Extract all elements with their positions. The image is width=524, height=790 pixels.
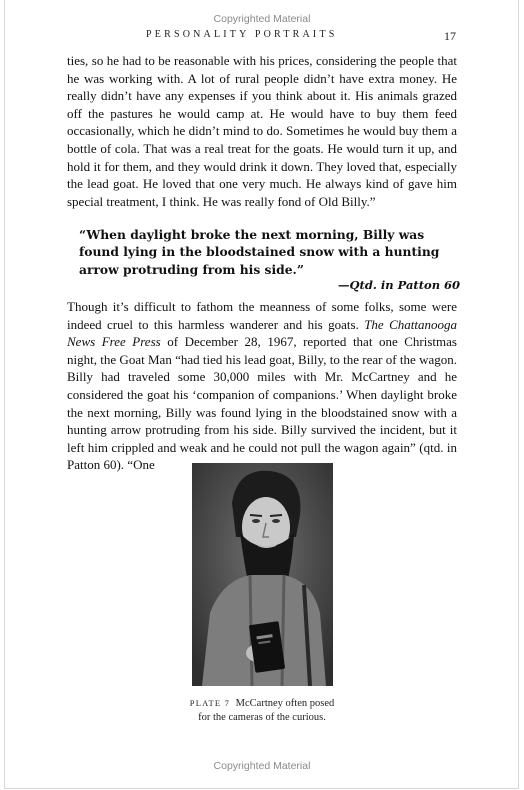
paragraph-2-text	[67, 298, 457, 474]
newspaper-title: The Chattanooga News Free Press	[67, 316, 457, 350]
watermark-bottom: Copyrighted Material	[213, 760, 311, 772]
figure-caption-line-1	[0, 697, 524, 711]
figure-caption-line-2: for the cameras of the curious.	[198, 712, 326, 723]
body-paragraph-2	[67, 298, 457, 474]
paragraph-2-part-b: of December 28, 1967, reported that one Christmas night, the Goat Man “had tied his lead goat, Billy, to the rear of the wagon. Billy had traveled some 30,000 miles with Mr. McCartney and he considered the goat his ‘companion of companions.’ When daylight broke the next morning, Billy was found lying in the bloodstained snow with a hunting arrow protruding from his side. Billy survived the incident, but it left him crippled and weak and he could not pull the wagon again” (qtd. in Patton 60). “One	[67, 334, 457, 473]
paragraph-1-text: ties, so he had to be reasonable with his prices, considering the people that he was working with. A lot of rural people didn’t have extra money. He really didn’t have any expenses if you think about it. His animals grazed off the pastures he would camp at. He would have to buy them feed occasionally, which he didn’t mind to do. Sometimes he would buy them a bottle of cola. That was a real treat for the goats. He would turn it up, and hold it for them, and they would drink it down. They loved that, especially the lead goat. He loved that one very much. He always kind of gave him special treatment, I think. He was really fond of Old Billy.”	[67, 53, 457, 209]
pull-quote: “When daylight broke the next morning, Billy was found lying in the bloodstained snow with a hunting arrow protruding from his side.”	[79, 227, 440, 277]
portrait-photo	[192, 463, 333, 686]
body-paragraph-1	[67, 52, 457, 210]
running-head: PERSONALITY PORTRAITS	[146, 29, 338, 40]
quote-attribution: —Qtd. in Patton 60	[338, 278, 461, 292]
portrait-photo-graphic	[192, 463, 333, 686]
watermark-top: Copyrighted Material	[213, 13, 311, 25]
caption-text-1: McCartney often posed	[235, 698, 335, 709]
plate-label: PLATE 7	[189, 698, 231, 708]
paragraph-2-part-a: Though it’s difficult to fathom the meanness of some folks, some were indeed cruel to this harmless wanderer and his goats.	[67, 299, 457, 332]
page-number: 17	[444, 29, 456, 43]
